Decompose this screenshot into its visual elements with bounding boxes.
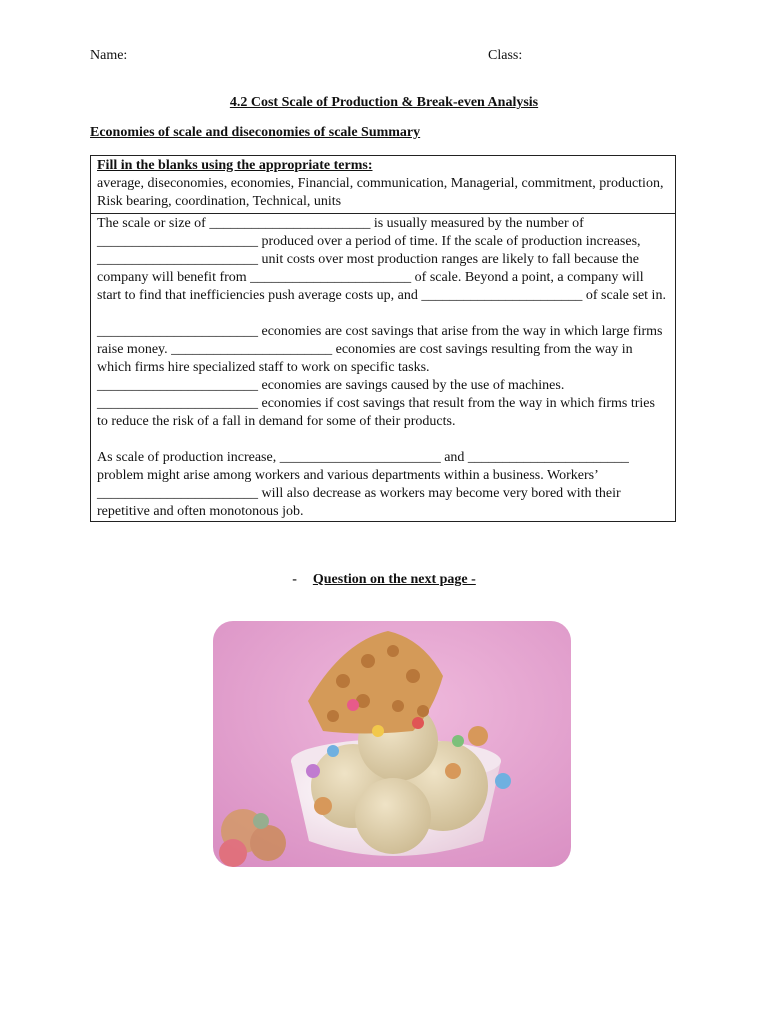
class-label: Class: (488, 48, 523, 63)
document-title: 4.2 Cost Scale of Production & Break-even Analysis (229, 95, 539, 110)
paragraph-risk-bearing: _______________________ economies if cost savings that result from the way in which firms tries to reduce the risk of a fall in demand for some of their products. (97, 396, 655, 429)
instruction-text: Fill in the blanks using the appropriate terms: (97, 158, 373, 173)
name-label: Name: (90, 48, 128, 63)
paragraph-diseconomies: As scale of production increase, _______________________ and _______________________ problem might arise among workers and various departments within a business. Workers’ _______________________ will also decrease as workers may become very bored with their repetitive and often monotonous job. (97, 450, 629, 519)
ice-cream-illustration (213, 621, 571, 867)
paragraph-scale: The scale or size of _______________________ is usually measured by the number of _______________________ produced over a period of time. If the scale of production increases, _______________________ unit costs over most production ranges are likely to fall because the company will benefit from _______________________ of scale. Beyond a point, a company will start to find that inefficiencies push average costs up, and _______________________ of scale set in. (97, 216, 666, 303)
next-page-note (0, 571, 768, 589)
exercise-body (91, 214, 675, 521)
next-page-text: Question on the next page - (312, 572, 476, 587)
ice-cream-photo (213, 621, 571, 867)
fill-in-blanks-box (90, 155, 676, 522)
terms-list: average, diseconomies, economies, Financial, communication, Managerial, commitment, production, Risk bearing, coordination, Technical, units (97, 176, 664, 209)
paragraph-financial-managerial: _______________________ economies are cost savings that arise from the way in which large firms raise money. _______________________ economies are cost savings resulting from the way in which firms hire specialized staff to work on specific tasks. (97, 324, 663, 375)
paragraph-technical: _______________________ economies are savings caused by the use of machines. (97, 378, 565, 393)
terms-header (91, 156, 675, 214)
next-page-dash: - (292, 572, 297, 587)
section-heading: Economies of scale and diseconomies of scale Summary (90, 125, 421, 140)
